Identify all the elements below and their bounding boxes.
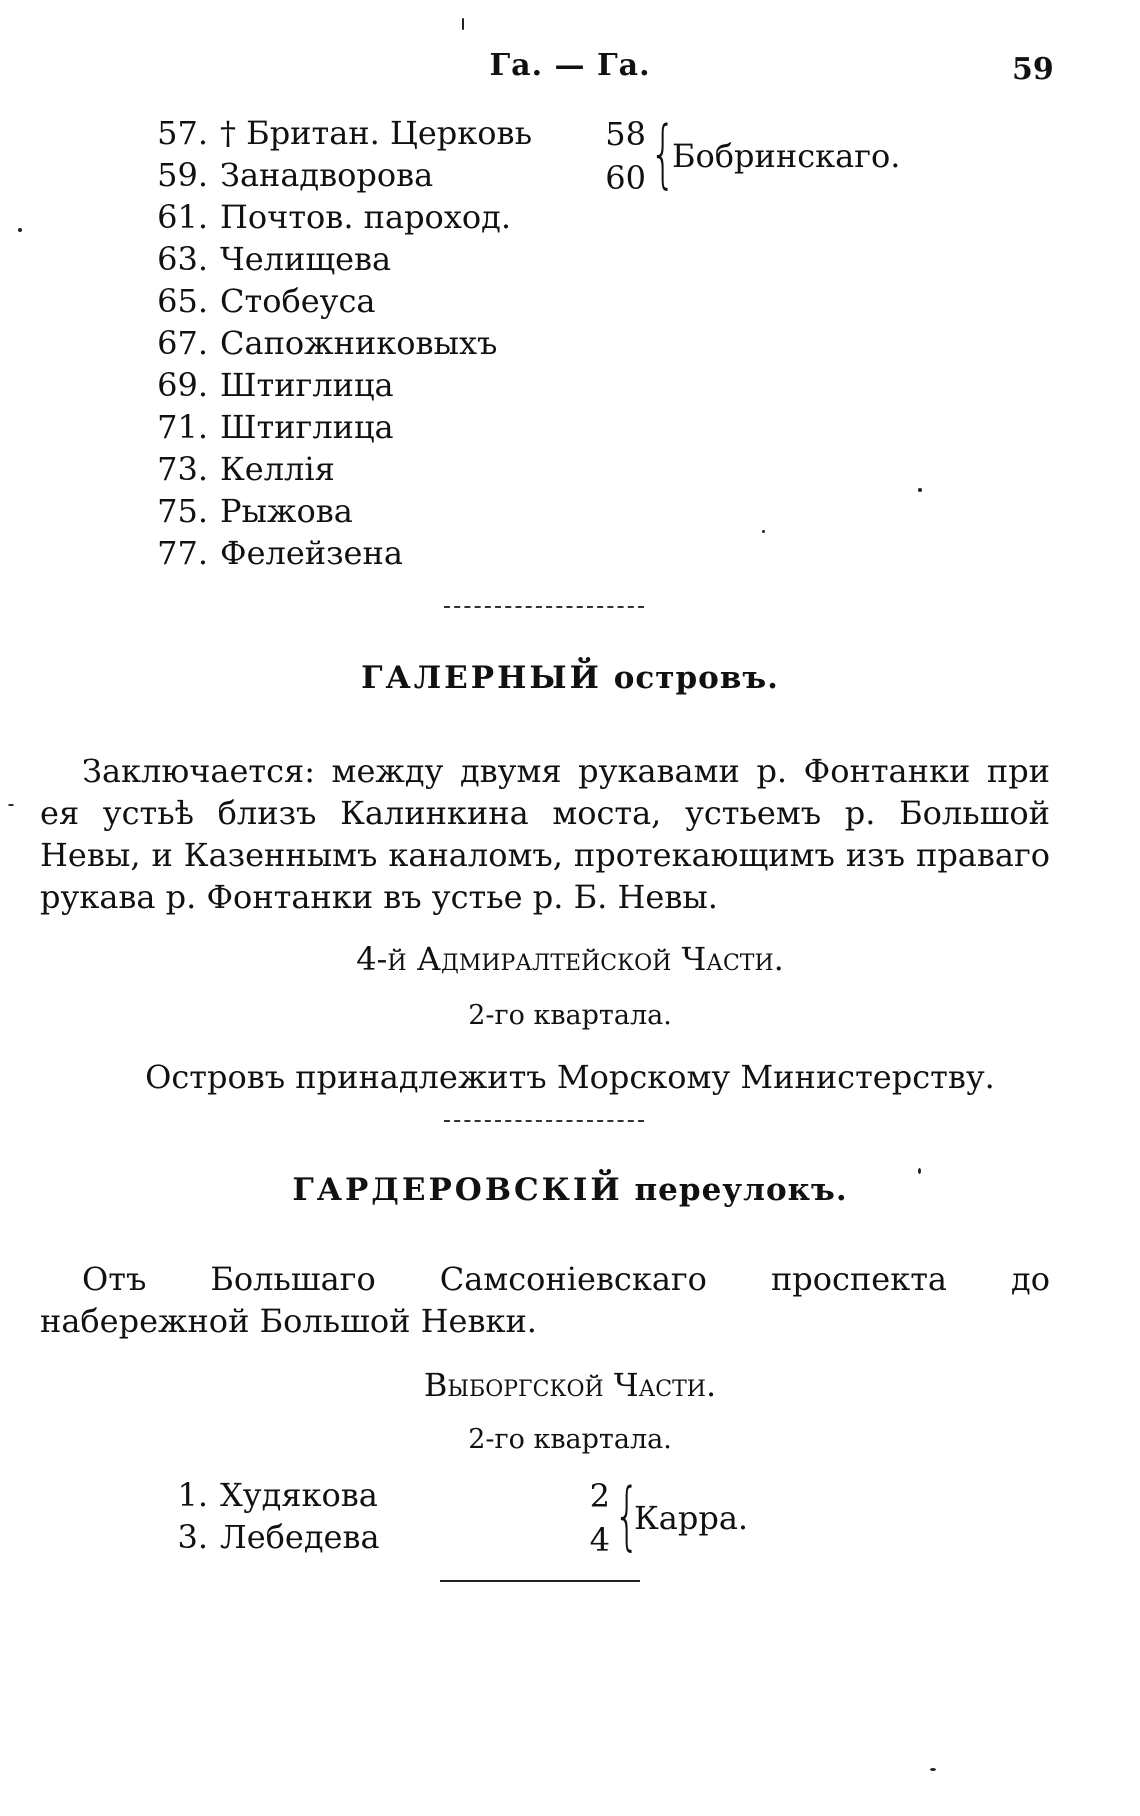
list-item [140,448,335,490]
scan-speck [462,18,464,30]
house-number: 73. [157,450,208,488]
house-number: 67. [157,324,208,362]
house-owner: Лебедева [220,1518,380,1556]
scan-speck [18,228,22,232]
list-item [140,112,532,154]
page-number: 59 [1012,52,1054,87]
house-number: 77. [157,534,208,572]
house-number: 59. [157,156,208,194]
house-owner: † Британ. Церковь [220,114,532,152]
brace-numbers [570,1474,610,1562]
house-number: 60 [605,159,646,197]
house-owner: Келлія [220,450,335,488]
house-owner: Карра. [634,1499,749,1537]
house-number: 3. [177,1518,208,1556]
house-number: 71. [157,408,208,446]
running-title: Га. — Га. [489,48,651,83]
house-number: 58 [605,115,646,153]
house-number: 69. [157,366,208,404]
list-item [140,238,391,280]
scan-speck [918,488,922,492]
garderovsky-description: Отъ Большаго Самсоніевскаго проспекта до набережной Большой Невки. [40,1260,1050,1340]
list-item [140,532,403,574]
house-number: 4 [589,1521,610,1559]
scan-speck [930,1768,936,1771]
house-number: 75. [157,492,208,530]
house-owner: Почтов. пароход. [220,198,511,236]
scan-speck [762,530,765,533]
list-item [140,196,511,238]
house-owner: Рыжова [220,492,353,530]
section-divider [444,606,644,608]
section-divider [444,1120,644,1122]
house-number: 65. [157,282,208,320]
curly-brace-icon: { [650,111,676,197]
house-owner: Сапожниковыхъ [220,324,498,362]
house-owner: Худякова [220,1476,378,1514]
garderovsky-quarter: 2-го квартала. [468,1424,672,1455]
list-item [140,322,497,364]
house-owner: Штиглица [220,366,394,404]
brace-numbers [600,112,646,200]
list-item [140,406,394,448]
house-owner: Бобринскаго. [672,137,901,175]
house-number: 63. [157,240,208,278]
garderovsky-part: Выборгской Части. [423,1366,717,1404]
house-number: 2 [589,1477,610,1515]
house-number: 57. [157,114,208,152]
galerny-description: Заключается: между двумя рукавами р. Фонтанки при ея устьѣ близъ Калинкина моста, устьемъ р. Большой Невы, и Казеннымъ каналомъ, протекающимъ изъ праваго рукава р. Фонтанки въ устье р. Б. Невы. [40,752,1050,916]
scan-speck [8,804,14,806]
list-item [140,280,375,322]
house-owner: Стобеуса [220,282,376,320]
section-title-garderovsky: ГАРДЕРОВСКІЙ переулокъ. [292,1172,848,1208]
house-owner: Фелейзена [220,534,403,572]
house-number: 1. [177,1476,208,1514]
galerny-quarter: 2-го квартала. [468,1000,672,1031]
house-owner: Штиглица [220,408,394,446]
galerny-owner-note: Островъ принадлежитъ Морскому Министерству. [145,1058,995,1096]
list-item [140,1474,378,1516]
list-item [140,490,353,532]
scan-speck [918,1168,921,1174]
galerny-part: 4-й Адмиралтейской Части. [356,940,784,978]
house-number: 61. [157,198,208,236]
list-item [140,154,433,196]
curly-brace-icon: { [614,1473,640,1559]
list-item [140,364,394,406]
house-owner: Занадворова [220,156,434,194]
house-owner: Челищева [220,240,392,278]
list-item [140,1516,380,1558]
section-title-galerny: ГАЛЕРНЫЙ островъ. [361,660,779,696]
end-rule [440,1580,640,1582]
